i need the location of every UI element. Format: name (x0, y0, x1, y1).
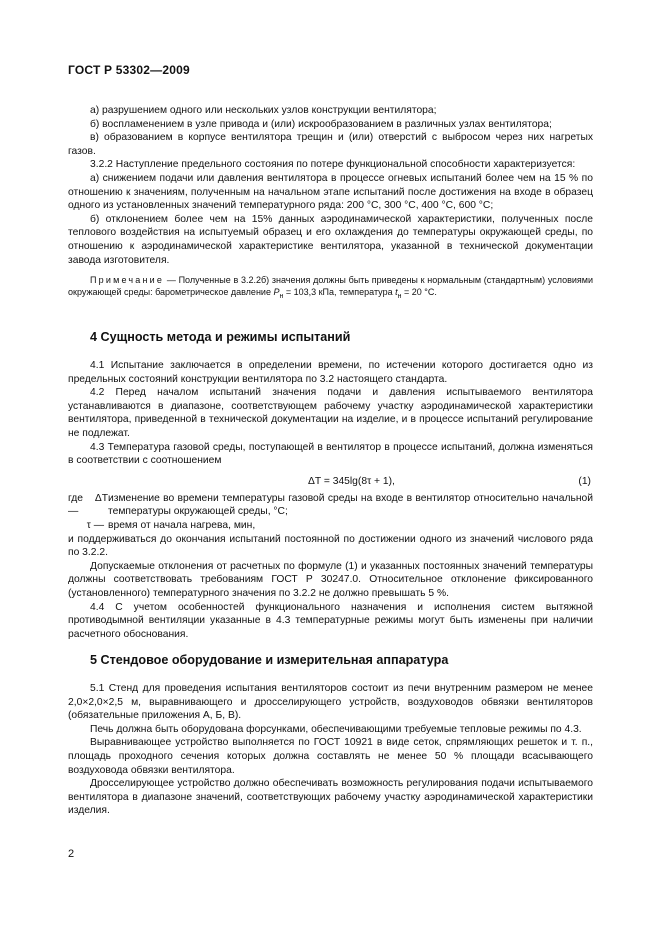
note-text-a: — Полученные в 3.2.2б) значения должны быть приведены к нормальным (стандартным) условиями окружающей среды: барометрическое давление (68, 275, 593, 298)
clause-3-2-2-a: а) снижением подачи или давления вентилятора в процессе огневых испытаний более чем на 15 % по отношению к значениям, полученным на начальном этапе испытаний после достижения на входе в образец одного из установленных значений температурного ряда: 200 °С, 300 °С, 400 °С, 600 °С; (68, 172, 593, 212)
definition-term: где ΔT — (68, 492, 108, 518)
clause-4-2: 4.2 Перед началом испытаний значения подачи и давления испытываемого вентилятора устанавливаются в диапазоне, соответствующем рабочему участку аэродинамической характеристики вентилятора, приведенной в технической документации на изделие, и в процессе испытаний регулирование не подлежат. (68, 387, 593, 439)
item-a-destruction: а) разрушением одного или нескольких узлов конструкции вентилятора; (90, 105, 437, 116)
page-number: 2 (68, 848, 75, 860)
definition-tau (68, 519, 593, 533)
section-5-heading: 5 Стендовое оборудование и измерительная аппаратура (90, 653, 449, 667)
section-4-heading: 4 Сущность метода и режимы испытаний (90, 330, 351, 344)
definition-delta-t (68, 492, 593, 519)
note-text-c: = 20 °С. (401, 287, 437, 298)
clause-4-3-continuation: и поддерживаться до окончания испытаний постоянной по достижении одного из значений числового ряда по 3.2.2. (68, 533, 593, 559)
note-symbol-p: P (273, 287, 280, 298)
clause-5-1-throttle: Дросселирующее устройство должно обеспечивать возможность регулирования подачи испытываемого вентилятора в диапазоне значений, соответствующих рабочему участку аэродинамической характеристики изделия. (68, 778, 593, 817)
note-text-b: = 103,3 кПа, температура (283, 287, 396, 298)
definition-term: τ — (86, 519, 104, 531)
item-c-cracks: в) образованием в корпусе вентилятора трещин и (или) отверстий с выбросом через них нагретых газов. (68, 132, 593, 157)
section-5-body (68, 682, 593, 818)
clause-4-3-deviations: Допускаемые отклонения от расчетных по формуле (1) и указанных постоянных значений температуры должны соответствовать требованиям ГОСТ Р 30247.0. Относительное отклонение фиксированного (установленного) температурного значения по 3.2.2 не должно превышать 5 %. (68, 560, 593, 599)
clause-5-1-furnace: Печь должна быть оборудована форсунками, обеспечивающими требуемые тепловые режимы по 4.3. (90, 723, 582, 735)
clause-5-1: 5.1 Стенд для проведения испытания вентиляторов состоит из печи внутренним размером не менее 2,0×2,0×2,5 м, выравнивающего и дросселирующего устройств, воздуховодов обвязки вентиляторов (обязательные приложения А, Б, В). (68, 683, 593, 722)
item-b-ignition: б) воспламенением в узле привода и (или) искрообразованием в различных узлах вентилятора; (90, 118, 552, 130)
clause-3-2-1-block (68, 104, 593, 303)
note-sub-1: н (279, 292, 284, 300)
clause-4-1: 4.1 Испытание заключается в определении времени, по истечении которого достигается одно из предельных состояний конструкции вентилятора по 3.2 настоящего стандарта. (68, 360, 593, 385)
note-paragraph (68, 274, 593, 303)
clause-4-4: 4.4 С учетом особенностей функционального назначения и исполнения систем вытяжной противодымной вентиляции указанные в 4.3 температурные режимы могут быть изменены при наличии расчетного обоснования. (68, 601, 593, 640)
clause-4-3: 4.3 Температура газовой среды, поступающей в вентилятор в процессе испытаний, должна изменяться в соответствии с соотношением (68, 441, 593, 467)
note-label: Примечание (90, 275, 165, 286)
definition-text: изменение во времени температуры газовой среды на входе в вентилятор относительно начальной температуры окружающей среды, °С; (108, 492, 593, 518)
standard-code-header: ГОСТ Р 53302—2009 (68, 63, 190, 77)
formula-1 (68, 472, 593, 492)
note-symbol-t: t (395, 287, 398, 298)
definition-text: время от начала нагрева, мин, (108, 519, 256, 531)
clause-5-1-equalizer: Выравнивающее устройство выполняется по ГОСТ 10921 в виде сеток, спрямляющих решеток и т. п., площадь проходного сечения которых должна составлять не менее 50 % площади всасывающего воздуховода обвязки вентилятора. (68, 737, 593, 776)
formula-number: (1) (578, 475, 591, 487)
formula-expression: ΔT = 345lg(8τ + 1), (308, 475, 395, 487)
clause-3-2-2: 3.2.2 Наступление предельного состояния по потере функциональной способности характеризуется: (90, 159, 576, 171)
section-4-body (68, 359, 593, 641)
clause-3-2-2-b: б) отклонением более чем на 15% данных аэродинамической характеристики, полученных после теплового воздействия на испытуемый образец и его охлаждения до температуры окружающей среды, по отношению к аэродинамической характеристике вентилятора, указанной в технической документации завода изготовителя. (68, 213, 593, 266)
note-sub-2: н (397, 292, 402, 300)
